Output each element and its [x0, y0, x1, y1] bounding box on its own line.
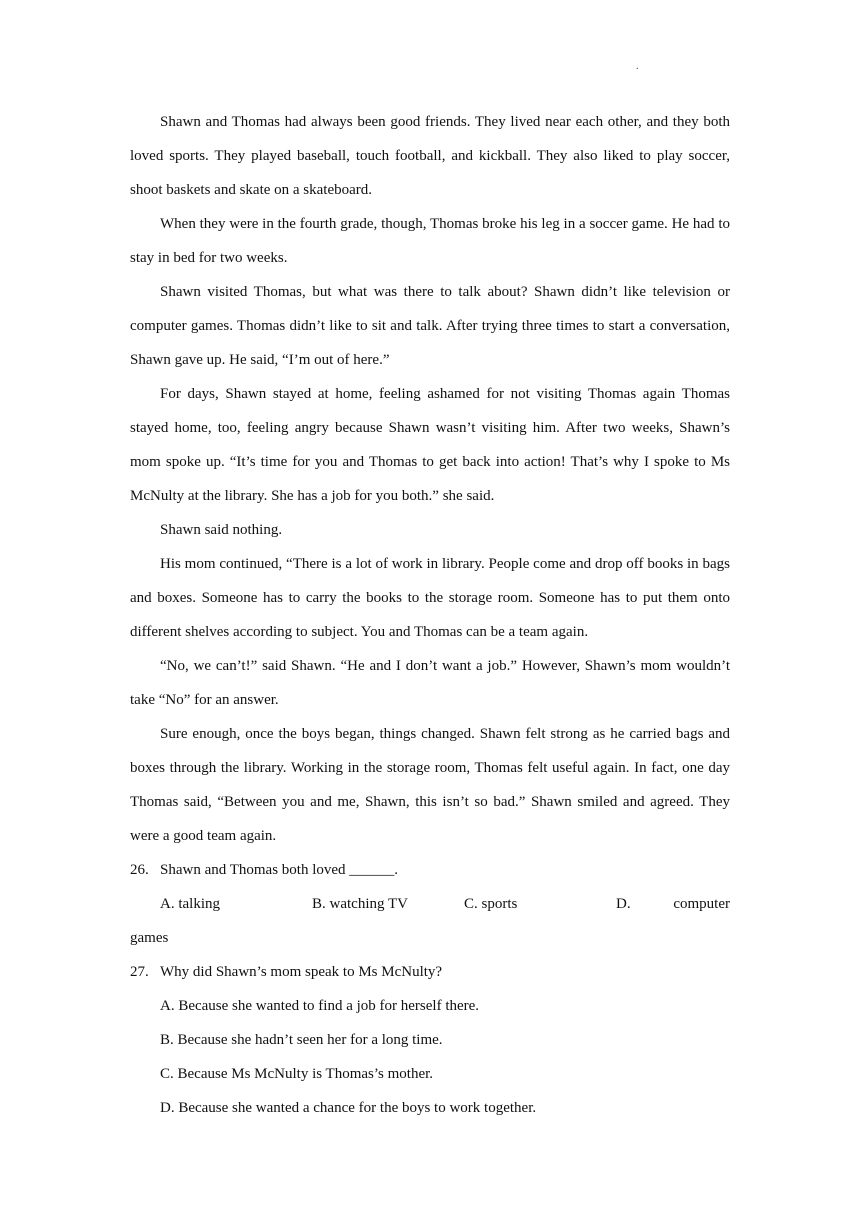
- passage-paragraph-2: When they were in the fourth grade, though, Thomas broke his leg in a soccer game. He had to stay in bed for two weeks.: [130, 216, 730, 266]
- option-a[interactable]: A. Because she wanted to find a job for herself there.: [160, 998, 480, 1014]
- passage-paragraph-4: For days, Shawn stayed at home, feeling ashamed for not visiting Thomas again Thomas stayed home, too, feeling angry because Shawn wasn’t visiting him. After two weeks, Shawn’s mom spoke up. “It’s time for you and Thomas to get back into action! That’s why I spoke to Ms McNulty at the library. She has a job for you both.” she said.: [130, 386, 730, 504]
- passage-paragraph-1: Shawn and Thomas had always been good friends. They lived near each other, and they both loved sports. They played baseball, touch football, and kickball. They also liked to play soccer, shoot baskets and skate on a skateboard.: [130, 114, 730, 198]
- question-27: [130, 955, 730, 989]
- question-26-options: [130, 887, 730, 921]
- option-d-text[interactable]: computer: [673, 896, 730, 912]
- option-d-text-wrap[interactable]: games: [130, 930, 169, 946]
- option-d[interactable]: D. Because she wanted a chance for the boys to work together.: [160, 1100, 537, 1116]
- passage-paragraph-3: Shawn visited Thomas, but what was there to talk about? Shawn didn’t like television or computer games. Thomas didn’t like to sit and talk. After trying three times to start a conversation, Shawn gave up. He said, “I’m out of here.”: [130, 284, 730, 368]
- document-body: [130, 105, 730, 1125]
- question-text: Why did Shawn’s mom speak to Ms McNulty?: [160, 964, 443, 980]
- passage-paragraph-6: His mom continued, “There is a lot of work in library. People come and drop off books in bags and boxes. Someone has to carry the books to the storage room. Someone has to put them onto different shelves according to subject. You and Thomas can be a team again.: [130, 556, 730, 640]
- option-b[interactable]: B. Because she hadn’t seen her for a long time.: [160, 1032, 443, 1048]
- question-text: Shawn and Thomas both loved ______.: [160, 862, 399, 878]
- page-header-mark: .: [636, 61, 639, 72]
- option-d-letter[interactable]: D.: [616, 896, 631, 912]
- option-a[interactable]: A. talking: [160, 896, 220, 912]
- question-number: 26.: [130, 862, 149, 878]
- option-b[interactable]: B. watching TV: [312, 896, 408, 912]
- passage-paragraph-5: Shawn said nothing.: [160, 522, 283, 538]
- passage-paragraph-8: Sure enough, once the boys began, things changed. Shawn felt strong as he carried bags and boxes through the library. Working in the storage room, Thomas felt useful again. In fact, one day Thomas said, “Between you and me, Shawn, this isn’t so bad.” Shawn smiled and agreed. They were a good team again.: [130, 726, 730, 844]
- question-26: [130, 853, 730, 887]
- option-c[interactable]: C. Because Ms McNulty is Thomas’s mother.: [160, 1066, 434, 1082]
- question-number: 27.: [130, 964, 149, 980]
- passage-paragraph-7: “No, we can’t!” said Shawn. “He and I don’t want a job.” However, Shawn’s mom wouldn’t take “No” for an answer.: [130, 658, 730, 708]
- option-c[interactable]: C. sports: [464, 896, 518, 912]
